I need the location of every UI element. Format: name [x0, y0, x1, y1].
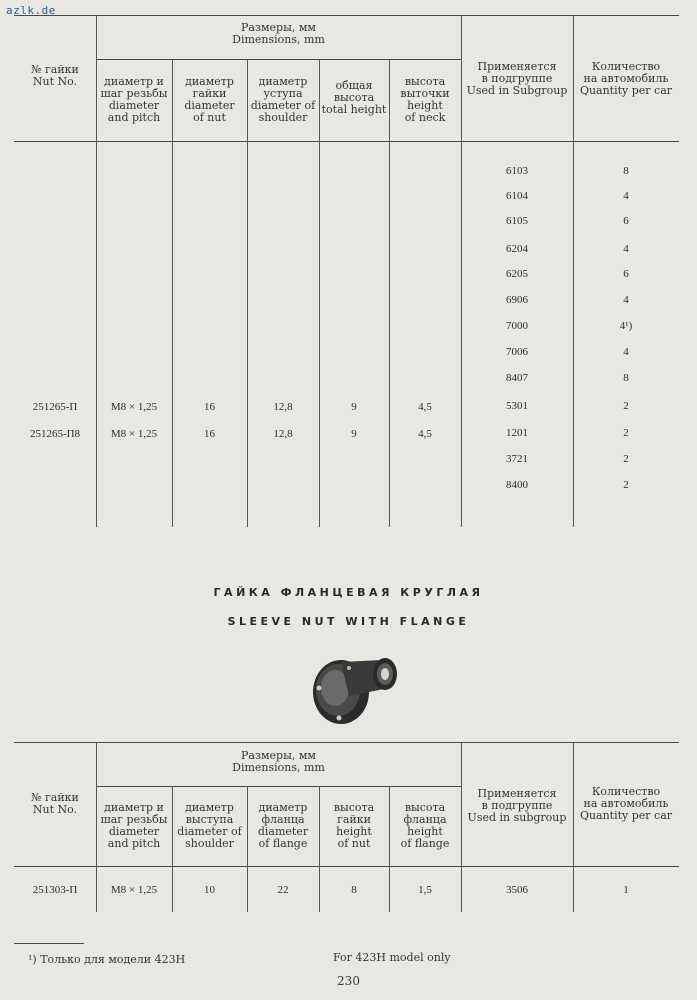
- nut-number: 251265-П: [32, 401, 78, 413]
- quantity-value: 4: [623, 243, 629, 255]
- table-1-col-line: [389, 59, 390, 527]
- page-number: 230: [337, 974, 360, 988]
- subgroup-number: 8407: [506, 372, 528, 384]
- table-1-col-line: [319, 59, 320, 527]
- footnote-english: For 423H model only: [333, 951, 451, 964]
- watermark: azlk.de: [6, 4, 56, 17]
- subgroup-number: 6104: [506, 190, 528, 202]
- header-used-in-subgroup: Применяется в подгруппе Used in Subgroup: [466, 60, 568, 97]
- header-neck-height: высота выточки height of neck: [400, 75, 450, 124]
- header-quantity-per-car: Количество на автомобиль Quantity per car: [579, 785, 673, 822]
- thread-pitch: M8 × 1,25: [110, 401, 158, 413]
- sleeve-nut-illustration: [305, 640, 405, 730]
- table-2-header-bottom-border: [14, 866, 679, 867]
- header-diameter-nut: диаметр гайки diameter of nut: [184, 75, 235, 124]
- quantity-value: 2: [623, 453, 629, 465]
- neck-height: 4,5: [418, 401, 432, 413]
- header-dimensions: Размеры, мм Dimensions, mm: [232, 749, 325, 774]
- thread-pitch: M8 × 1,25: [110, 884, 158, 896]
- header-total-height: общая высота total height: [321, 79, 387, 116]
- quantity-value: 1: [623, 884, 629, 896]
- header-used-in-subgroup: Применяется в подгруппе Used in subgroup: [467, 787, 567, 824]
- header-nut-no: № гайки Nut No.: [31, 791, 79, 816]
- section-title-english: SLEEVE NUT WITH FLANGE: [227, 615, 470, 628]
- quantity-value: 6: [623, 215, 629, 227]
- quantity-value: 2: [623, 479, 629, 491]
- nut-height: 8: [351, 884, 357, 896]
- quantity-value: 4¹): [619, 320, 633, 332]
- header-flange-height: высота фланца height of flange: [400, 801, 450, 850]
- table-2-dimensions-divider: [96, 786, 461, 787]
- header-diameter-shoulder: диаметр выступа diameter of shoulder: [177, 801, 242, 850]
- header-quantity-per-car: Количество на автомобиль Quantity per car: [579, 60, 673, 97]
- table-1-dimensions-divider: [96, 59, 461, 60]
- quantity-value: 8: [623, 372, 629, 384]
- total-height: 9: [351, 401, 357, 413]
- subgroup-number: 7006: [506, 346, 528, 358]
- subgroup-number: 6906: [506, 294, 528, 306]
- table-2-top-border: [14, 742, 679, 743]
- flange-height: 1,5: [418, 884, 432, 896]
- quantity-value: 8: [623, 165, 629, 177]
- quantity-value: 6: [623, 268, 629, 280]
- quantity-value: 4: [623, 294, 629, 306]
- subgroup-number: 7000: [506, 320, 528, 332]
- header-diameter-pitch: диаметр и шаг резьбы diameter and pitch: [100, 801, 168, 850]
- flange-diameter: 22: [277, 884, 289, 896]
- quantity-value: 4: [623, 346, 629, 358]
- header-diameter-pitch: диаметр и шаг резьбы diameter and pitch: [100, 75, 168, 124]
- subgroup-number: 3506: [506, 884, 528, 896]
- header-dimensions: Размеры, мм Dimensions, mm: [232, 21, 325, 46]
- quantity-value: 2: [623, 427, 629, 439]
- footnote-divider: [14, 943, 84, 944]
- header-nut-height: высота гайки height of nut: [333, 801, 375, 850]
- section-title-russian: ГАЙКА ФЛАНЦЕВАЯ КРУГЛАЯ: [213, 586, 484, 599]
- nut-diameter: 16: [204, 428, 215, 440]
- subgroup-number: 5301: [506, 400, 528, 412]
- table-1-header-bottom-border: [14, 141, 679, 142]
- thread-pitch: M8 × 1,25: [110, 428, 158, 440]
- header-nut-no: № гайки Nut No.: [31, 63, 79, 88]
- subgroup-number: 8400: [506, 479, 528, 491]
- subgroup-number: 1201: [506, 427, 528, 439]
- subgroup-number: 6103: [506, 165, 528, 177]
- total-height: 9: [351, 428, 357, 440]
- header-diameter-shoulder: диаметр уступа diameter of shoulder: [250, 75, 316, 124]
- subgroup-number: 3721: [506, 453, 528, 465]
- shoulder-diameter: 12,8: [273, 428, 293, 440]
- subgroup-number: 6105: [506, 215, 528, 227]
- subgroup-number: 6205: [506, 268, 528, 280]
- shoulder-diameter: 10: [204, 884, 215, 896]
- table-1-top-border: [14, 15, 679, 16]
- nut-number: 251303-П: [32, 884, 78, 896]
- subgroup-number: 6204: [506, 243, 528, 255]
- table-1-col-line: [172, 59, 173, 527]
- footnote-russian: ¹) Только для модели 423Н: [28, 953, 186, 966]
- header-diameter-flange: диаметр фланца diameter of flange: [257, 801, 309, 850]
- neck-height: 4,5: [418, 428, 432, 440]
- shoulder-diameter: 12,8: [273, 401, 293, 413]
- nut-diameter: 16: [204, 401, 215, 413]
- quantity-value: 2: [623, 400, 629, 412]
- quantity-value: 4: [623, 190, 629, 202]
- table-1-col-line: [247, 59, 248, 527]
- nut-number: 251265-П8: [29, 428, 81, 440]
